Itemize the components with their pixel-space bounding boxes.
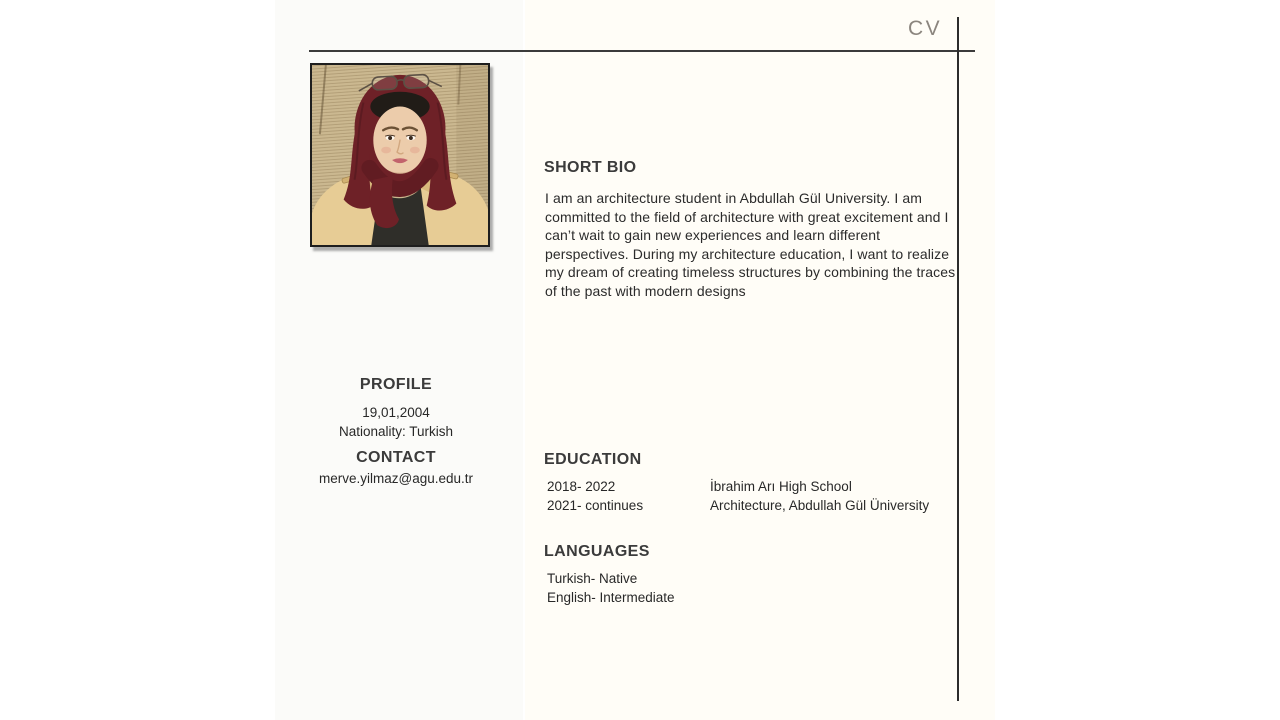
bio-line: I am an architecture student in Abdullah Gül University. I am [545, 190, 923, 206]
profile-photo [310, 63, 490, 247]
education-row [547, 496, 947, 515]
contact-email: merve.yilmaz@agu.edu.tr [318, 471, 473, 486]
nationality: Nationality: Turkish [338, 424, 454, 439]
education-period: 2018- 2022 [547, 479, 616, 494]
short-bio-heading: SHORT BIO [544, 159, 637, 176]
language-item: English- Intermediate [547, 590, 675, 606]
bio-line: perspectives. During my architecture education, I want to realize [545, 245, 950, 262]
education-list [547, 477, 947, 516]
language-item: Turkish- Native [547, 571, 638, 586]
education-period: 2021- continues [547, 498, 644, 514]
portrait-illustration [312, 65, 488, 245]
bio-line: committed to the field of architecture with great excitement and I [545, 208, 949, 225]
cv-label: CV [908, 17, 943, 40]
education-heading: EDUCATION [544, 451, 642, 468]
right-panel-background [525, 0, 995, 720]
bio-line: can’t wait to gain new experiences and learn different [545, 227, 881, 244]
languages-heading: LANGUAGES [544, 543, 650, 560]
birth-date: 19,01,2004 [362, 405, 430, 420]
education-detail: İbrahim Arı High School [710, 479, 852, 494]
languages-list [547, 569, 675, 608]
bio-line: my dream of creating timeless structures by combining the traces [545, 264, 956, 281]
header-horizontal-rule [309, 50, 975, 52]
contact-heading: CONTACT [356, 449, 436, 466]
right-vertical-rule [957, 17, 959, 701]
education-detail: Architecture, Abdullah Gül Üniversity [710, 498, 930, 514]
profile-heading: PROFILE [359, 376, 433, 393]
bio-line: of the past with modern designs [545, 282, 746, 299]
education-row [547, 477, 947, 496]
short-bio-text [545, 189, 956, 301]
